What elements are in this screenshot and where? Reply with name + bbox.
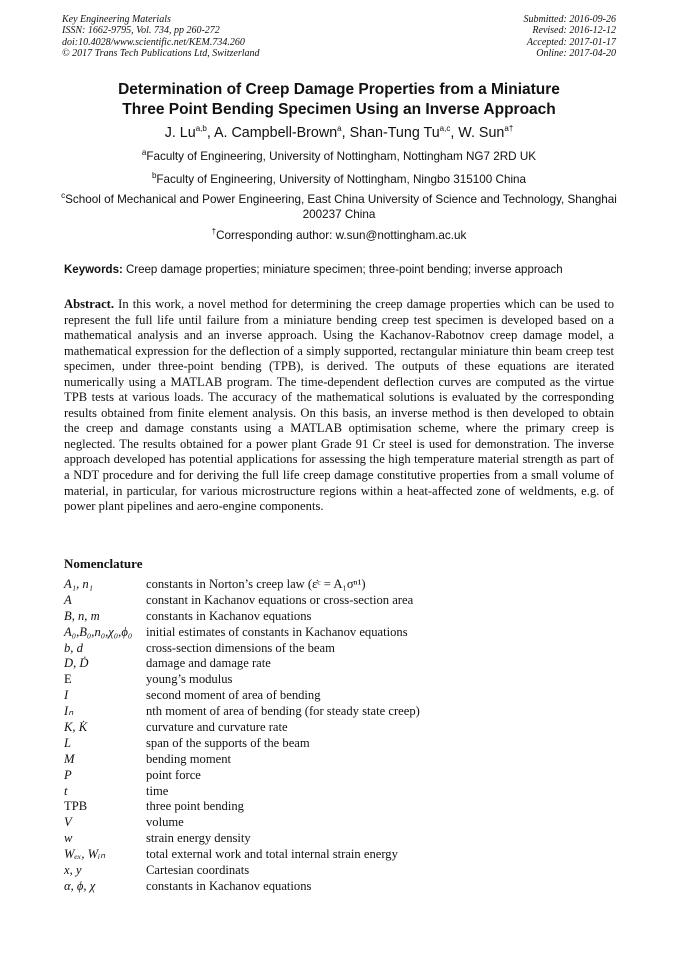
affiliation-text: Faculty of Engineering, University of Nottingham, Ningbo 315100 China [156, 173, 527, 186]
nomenclature-definition: constants in Kachanov equations [146, 608, 312, 623]
nomenclature-symbol: Wₑₓ, Wᵢₙ [64, 847, 106, 862]
nomenclature-definition: constant in Kachanov equations or cross-section area [146, 592, 414, 607]
date-revised: Revised: 2016-12-12 [532, 25, 616, 37]
abstract [64, 297, 614, 515]
nomenclature-definition: constants in Kachanov equations [146, 878, 312, 893]
date-submitted: Submitted: 2016-09-26 [523, 14, 616, 25]
keywords [64, 263, 624, 278]
author-separator: , [341, 125, 350, 141]
nomenclature-row [64, 847, 624, 863]
nomenclature-definition: cross-section dimensions of the beam [146, 640, 335, 655]
author-affiliation-mark: a† [504, 124, 514, 134]
nomenclature-row [64, 815, 624, 831]
nomenclature-symbol: V [64, 815, 72, 830]
nomenclature-definition: second moment of area of bending [146, 688, 321, 703]
abstract-text: In this work, a novel method for determining the creep damage properties which can be used to represent the full life until failure from a miniature bending creep test specimen is developed based on a mathematical analysis and an inverse approach. Using the Kachanov-Rabotnov creep damage model, a mathematical expression for the deflection of a simply supported, rectangular miniature thin beam creep test specimen, under three-point bending (TPB), is derived. The outputs of these equations are iterated numerically using a MATLAB program. The time-dependent deflection curves are computed as the virtue TPB tests at various loads. The accuracy of the mathematical solutions is evaluated by the corresponding results obtained from finite element analysis. On this basis, an inverse method is then developed to obtain the creep and damage constants using a MATLAB optimisation scheme, where the primary creep is neglected. The results obtained for a power plant Grade 91 Cr steel is used for demonstration. The inverse approach developed has potential applications for assessing the high temperature material strength as part of a NDT procedure and for deriving the full life creep damage constitutive properties from a small volume of material, in particular, for various microstructure regions within a heat-affected zone of weldments, e.g. of power plant pipelines and aero-engine components. [64, 297, 615, 514]
nomenclature-row [64, 863, 624, 879]
keywords-label: Keywords: [64, 264, 123, 276]
nomenclature-definition: volume [146, 815, 184, 830]
nomenclature-symbol: E [64, 672, 72, 687]
nomenclature-definition: three point bending [146, 799, 244, 814]
corresponding-author-text: Corresponding author: w.sun@nottingham.ac.uk [216, 229, 467, 242]
author-name: W. Sun [458, 125, 505, 141]
nomenclature-row [64, 784, 624, 800]
nomenclature-row [64, 593, 624, 609]
date-online: Online: 2017-04-20 [536, 47, 616, 59]
nomenclature-symbol: TPB [64, 799, 88, 814]
nomenclature-row [64, 625, 624, 641]
title-line: Three Point Bending Specimen Using an Inverse Approach [122, 101, 556, 118]
nomenclature-symbol: b, d [64, 640, 83, 655]
nomenclature-symbol: A₀,B₀,n₀,χ₀,ϕ₀ [64, 624, 133, 639]
nomenclature-row [64, 879, 624, 895]
nomenclature-list [64, 577, 624, 895]
nomenclature-row [64, 577, 624, 593]
journal-doi: doi:10.4028/www.scientific.net/KEM.734.260 [62, 36, 245, 48]
nomenclature-symbol: I [64, 688, 69, 703]
nomenclature-row [64, 768, 624, 784]
author-affiliation-mark: a,b [195, 124, 207, 134]
journal-info [62, 14, 260, 59]
affiliation-b [40, 172, 638, 187]
author-affiliation-mark: a [337, 124, 342, 134]
affiliation-mark: b [151, 171, 157, 181]
paper-title [40, 80, 638, 120]
affiliation-mark: † [211, 227, 217, 237]
nomenclature-row [64, 641, 624, 657]
nomenclature-row [64, 609, 624, 625]
nomenclature-row [64, 704, 624, 720]
affiliation-c [58, 192, 620, 222]
nomenclature-definition: damage and damage rate [146, 656, 271, 671]
author-affiliation-mark: a,c [439, 124, 451, 134]
nomenclature-symbol: Iₙ [64, 704, 74, 719]
nomenclature-symbol: L [64, 735, 72, 750]
nomenclature-definition: span of the supports of the beam [146, 735, 310, 750]
nomenclature-symbol: P [64, 767, 72, 782]
author-name: A. Campbell-Brown [214, 125, 338, 141]
abstract-label: Abstract. [64, 297, 115, 311]
nomenclature-symbol: α, ϕ, χ [64, 878, 96, 893]
nomenclature-row [64, 831, 624, 847]
nomenclature-symbol: D, Ḋ [64, 656, 89, 671]
nomenclature-row [64, 799, 624, 815]
publication-dates [524, 14, 617, 59]
keywords-text: Creep damage properties; miniature specimen; three-point bending; inverse approach [126, 264, 563, 276]
nomenclature-heading: Nomenclature [64, 556, 143, 571]
affiliation-mark: c [61, 191, 66, 201]
date-accepted: Accepted: 2017-01-17 [526, 36, 616, 48]
nomenclature-row [64, 736, 624, 752]
journal-name: Key Engineering Materials [62, 14, 171, 25]
author-separator: , [206, 125, 214, 141]
affiliation-text: School of Mechanical and Power Engineering, East China University of Science and Technology, Shanghai 200237 China [65, 193, 617, 221]
nomenclature-symbol: A₁, n₁ [64, 577, 94, 591]
nomenclature-symbol: K, K̇ [64, 720, 88, 735]
nomenclature-definition: total external work and total internal strain energy [146, 847, 398, 862]
nomenclature-definition: curvature and curvature rate [146, 720, 288, 735]
nomenclature-definition: point force [146, 767, 201, 782]
nomenclature-row [64, 688, 624, 704]
nomenclature-definition: initial estimates of constants in Kachanov equations [146, 624, 408, 639]
nomenclature-symbol: B, n, m [64, 608, 100, 623]
nomenclature-definition: time [146, 783, 169, 798]
nomenclature-definition: bending moment [146, 751, 231, 766]
corresponding-author [40, 228, 638, 243]
nomenclature-symbol: w [64, 831, 73, 846]
nomenclature-symbol: x, y [64, 863, 82, 878]
nomenclature-definition: nth moment of area of bending (for steady state creep) [146, 704, 420, 719]
nomenclature-row [64, 752, 624, 768]
nomenclature-row [64, 720, 624, 736]
journal-issn: ISSN: 1662-9795, Vol. 734, pp 260-272 [62, 25, 220, 37]
affiliation-mark: a [141, 148, 147, 158]
affiliation-a [40, 149, 638, 164]
author-name: Shan-Tung Tu [349, 125, 440, 141]
author-name: J. Lu [164, 125, 196, 141]
nomenclature-definition: strain energy density [146, 831, 251, 846]
nomenclature-symbol: A [64, 592, 72, 607]
author-separator: , [450, 125, 459, 141]
nomenclature-symbol: M [64, 751, 75, 766]
affiliation-text: Faculty of Engineering, University of Nottingham, Nottingham NG7 2RD UK [146, 150, 537, 163]
nomenclature-definition: constants in Norton’s creep law (ε̇ᶜ = A₁σⁿ¹) [146, 577, 366, 591]
nomenclature-definition: Cartesian coordinats [146, 863, 250, 878]
nomenclature-symbol: t [64, 783, 68, 798]
author-list [40, 124, 638, 142]
title-line: Determination of Creep Damage Properties from a Miniature [118, 81, 560, 98]
nomenclature-row [64, 656, 624, 672]
nomenclature-definition: young’s modulus [146, 672, 233, 687]
nomenclature-row [64, 672, 624, 688]
journal-copyright: © 2017 Trans Tech Publications Ltd, Switzerland [62, 47, 260, 59]
